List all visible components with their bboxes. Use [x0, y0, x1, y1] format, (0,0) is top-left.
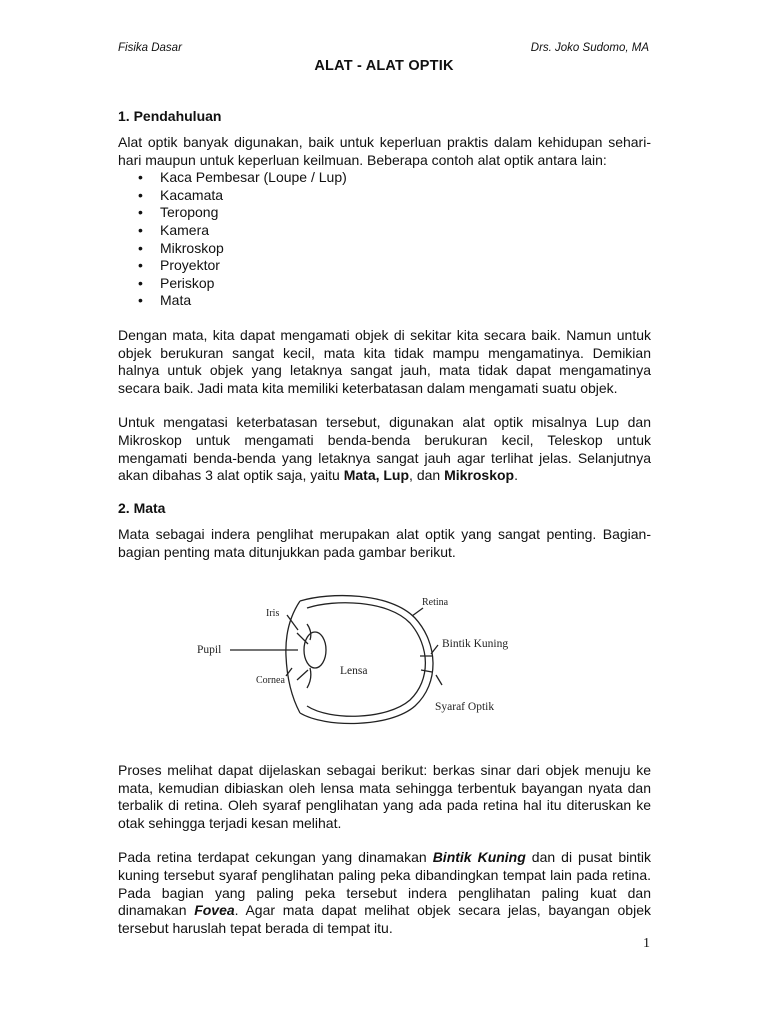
section-1-intro: Alat optik banyak digunakan, baik untuk keperluan praktis dalam kehidupan sehari-hari maupun untuk keperluan keilmuan. Beberapa contoh alat optik antara lain:	[118, 134, 651, 168]
running-header-right: Drs. Joko Sudomo, MA	[530, 42, 649, 54]
label-lensa: Lensa	[340, 665, 368, 677]
section-1-paragraph-3: Untuk mengatasi keterbatasan tersebut, digunakan alat optik misalnya Lup dan Mikroskop untuk mengamati benda-benda berukuran kecil, Teleskop untuk mengamati benda-benda yang letaknya sangat jauh agar terlihat jelas. Selanjutnya akan dibahas 3 alat optik saja, yaitu Mata, Lup, dan Mikroskop.	[118, 414, 651, 484]
list-item: • Periskop	[118, 275, 651, 293]
list-item: • Teropong	[118, 204, 651, 222]
list-item: • Proyektor	[118, 257, 651, 275]
lens	[304, 632, 326, 668]
section-1	[118, 107, 651, 485]
section-2-heading: 2. Mata	[118, 500, 166, 516]
label-bintik-kuning: Bintik Kuning	[442, 638, 509, 650]
list-item: • Mata	[118, 292, 651, 310]
retina-leader	[412, 608, 423, 616]
section-1-heading: 1. Pendahuluan	[118, 108, 222, 124]
section-2-body	[118, 762, 651, 937]
section-2	[118, 499, 651, 561]
syaraf-optik-leader	[436, 675, 442, 685]
optical-device-list	[118, 169, 651, 310]
section-2-intro: Mata sebagai indera penglihat merupakan alat optik yang sangat penting. Bagian-bagian penting mata ditunjukkan pada gambar berikut.	[118, 526, 651, 560]
page-number: 1	[643, 936, 650, 951]
running-header-left: Fisika Dasar	[118, 42, 182, 54]
section-2-paragraph-3: Pada retina terdapat cekungan yang dinamakan Bintik Kuning dan di pusat bintik kuning tersebut syaraf penglihatan paling peka dibandingkan tempat lain pada retina. Pada bagian yang paling peka tersebut indera penglihatan paling kuat dan dinamakan Fovea. Agar mata dapat melihat objek secara jelas, bayangan objek tersebut haruslah tepat berada di tempat itu.	[118, 849, 651, 936]
list-item: • Mikroskop	[118, 240, 651, 258]
label-retina: Retina	[422, 597, 449, 608]
ciliary-body	[307, 624, 311, 688]
section-1-paragraph-2: Dengan mata, kita dapat mengamati objek di sekitar kita secara baik. Namun untuk objek berukuran sangat kecil, mata kita tidak mampu mengamatinya. Demikian halnya untuk objek yang letaknya sangat jauh, mata tidak dapat mengamatinya secara baik. Jadi mata kita memiliki keterbatasan dalam mengamati suatu objek.	[118, 326, 651, 396]
label-syaraf-optik: Syaraf Optik	[435, 701, 495, 713]
cornea	[286, 601, 300, 713]
list-item: • Kamera	[118, 222, 651, 240]
list-item: • Kacamata	[118, 187, 651, 205]
label-iris: Iris	[266, 608, 280, 619]
list-item: • Kaca Pembesar (Loupe / Lup)	[118, 169, 651, 187]
label-cornea: Cornea	[256, 675, 285, 686]
label-pupil: Pupil	[197, 644, 222, 656]
section-2-paragraph-2: Proses melihat dapat dijelaskan sebagai berikut: berkas sinar dari objek menuju ke mata, kemudian dibiaskan oleh lensa mata sehingga terbentuk bayangan nyata dan terbalik di retina. Oleh syaraf penglihatan yang ada pada retina hal itu diteruskan ke otak sehingga terjadi kesan melihat.	[118, 762, 651, 831]
eye-diagram	[190, 588, 510, 728]
page-title: ALAT - ALAT OPTIK	[314, 58, 454, 74]
